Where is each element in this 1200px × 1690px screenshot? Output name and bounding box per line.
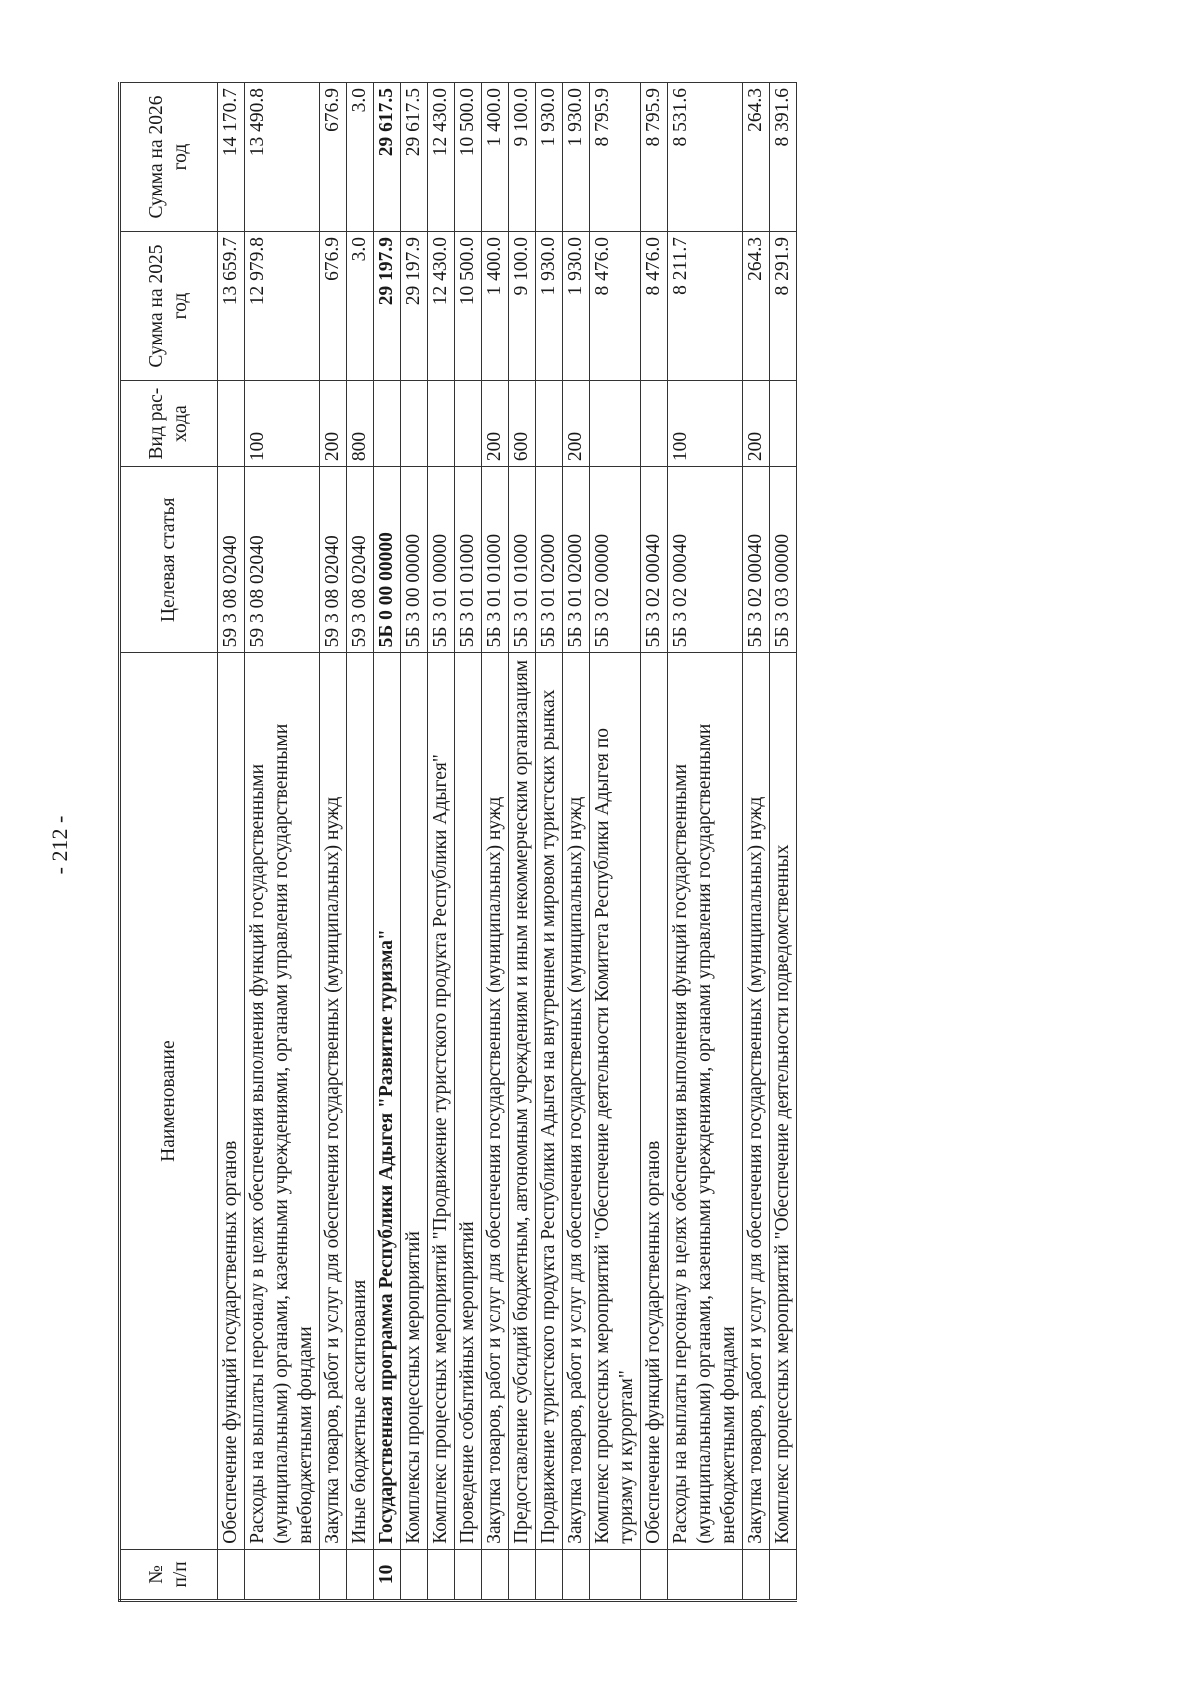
row-name-cell: Государственная программа Республики Адыгея "Развитие туризма" (374, 653, 401, 1549)
row-expense-type-cell (770, 381, 797, 467)
row-sum-2025-cell: 29 197.9 (401, 232, 428, 381)
row-sum-2026-cell: 12 430.0 (428, 83, 455, 232)
row-name-cell: Обеспечение функций государственных органов (641, 653, 668, 1549)
row-sum-2026-cell: 1 930.0 (536, 83, 563, 232)
row-expense-type-cell: 100 (668, 381, 743, 467)
row-code-cell: 59 3 08 02040 (245, 467, 320, 653)
row-number-cell (563, 1549, 590, 1600)
row-sum-2026-cell: 1 400.0 (482, 83, 509, 232)
header-code: Целевая статья (120, 467, 218, 653)
table-row (641, 83, 668, 1601)
row-sum-2025-cell: 10 500.0 (455, 232, 482, 381)
row-number-cell (536, 1549, 563, 1600)
table-row (563, 83, 590, 1601)
row-code-cell: 5Б 3 02 00000 (590, 467, 641, 653)
table-row (428, 83, 455, 1601)
row-sum-2026-cell: 9 100.0 (509, 83, 536, 232)
row-expense-type-cell: 200 (743, 381, 770, 467)
row-name-cell: Расходы на выплаты персоналу в целях обеспечения выполнения функций государственными (муниципальными) органами, казенными учреждениями, органами управления государственными внебюджетными фондами (245, 653, 320, 1549)
row-sum-2026-cell: 14 170.7 (218, 83, 245, 232)
row-sum-2025-cell: 1 400.0 (482, 232, 509, 381)
table-row (401, 83, 428, 1601)
row-expense-type-cell: 200 (563, 381, 590, 467)
row-code-cell: 59 3 08 02040 (218, 467, 245, 653)
row-sum-2025-cell: 8 476.0 (641, 232, 668, 381)
row-name-cell: Комплекс процессных мероприятий "Обеспечение деятельности подведомственных (770, 653, 797, 1549)
table-header-row (120, 83, 218, 1601)
row-name-cell: Проведение событийных мероприятий (455, 653, 482, 1549)
row-expense-type-cell (641, 381, 668, 467)
row-number-cell (770, 1549, 797, 1600)
row-expense-type-cell (401, 381, 428, 467)
row-expense-type-cell (536, 381, 563, 467)
page-number: - 212 - (47, 815, 72, 875)
row-sum-2026-cell: 29 617.5 (401, 83, 428, 232)
row-code-cell: 5Б 3 00 00000 (401, 467, 428, 653)
row-number-cell (641, 1549, 668, 1600)
table-row (374, 83, 401, 1601)
row-sum-2025-cell: 676.9 (320, 232, 347, 381)
row-code-cell: 5Б 3 02 00040 (641, 467, 668, 653)
row-sum-2025-cell: 1 930.0 (536, 232, 563, 381)
table-row (347, 83, 374, 1601)
table-row (320, 83, 347, 1601)
row-sum-2025-cell: 12 979.8 (245, 232, 320, 381)
row-expense-type-cell: 800 (347, 381, 374, 467)
row-sum-2026-cell: 1 930.0 (563, 83, 590, 232)
row-expense-type-cell: 600 (509, 381, 536, 467)
row-code-cell: 5Б 3 01 01000 (482, 467, 509, 653)
table-row (770, 83, 797, 1601)
row-sum-2025-cell: 12 430.0 (428, 232, 455, 381)
table-row (590, 83, 641, 1601)
row-expense-type-cell (455, 381, 482, 467)
row-sum-2025-cell: 264.3 (743, 232, 770, 381)
row-sum-2025-cell: 29 197.9 (374, 232, 401, 381)
row-number-cell (455, 1549, 482, 1600)
row-number-cell (743, 1549, 770, 1600)
row-code-cell: 5Б 3 03 00000 (770, 467, 797, 653)
table-row (455, 83, 482, 1601)
row-number-cell (347, 1549, 374, 1600)
row-sum-2025-cell: 9 100.0 (509, 232, 536, 381)
row-expense-type-cell (374, 381, 401, 467)
header-sum-2025: Сумма на 2025 год (120, 232, 218, 381)
row-number-cell (428, 1549, 455, 1600)
row-name-cell: Расходы на выплаты персоналу в целях обеспечения выполнения функций государственными (муниципальными) органами, казенными учреждениями, органами управления государственными внебюджетными фондами (668, 653, 743, 1549)
row-sum-2026-cell: 8 391.6 (770, 83, 797, 232)
row-code-cell: 5Б 0 00 00000 (374, 467, 401, 653)
row-number-cell (590, 1549, 641, 1600)
row-sum-2026-cell: 13 490.8 (245, 83, 320, 232)
row-number-cell (245, 1549, 320, 1600)
row-sum-2026-cell: 8 795.9 (641, 83, 668, 232)
row-name-cell: Закупка товаров, работ и услуг для обеспечения государственных (муниципальных) нужд (743, 653, 770, 1549)
row-code-cell: 5Б 3 01 01000 (455, 467, 482, 653)
header-no: № п/п (120, 1549, 218, 1600)
row-sum-2026-cell: 676.9 (320, 83, 347, 232)
row-expense-type-cell: 200 (482, 381, 509, 467)
table-row (218, 83, 245, 1601)
budget-table (118, 82, 797, 1602)
header-name: Наименование (120, 653, 218, 1549)
row-number-cell (320, 1549, 347, 1600)
table-row (743, 83, 770, 1601)
row-number-cell (218, 1549, 245, 1600)
row-sum-2025-cell: 1 930.0 (563, 232, 590, 381)
row-name-cell: Комплекс процессных мероприятий "Обеспечение деятельности Комитета Республики Адыгея по туризму и курортам" (590, 653, 641, 1549)
row-sum-2026-cell: 264.3 (743, 83, 770, 232)
row-name-cell: Закупка товаров, работ и услуг для обеспечения государственных (муниципальных) нужд (320, 653, 347, 1549)
row-sum-2026-cell: 29 617.5 (374, 83, 401, 232)
row-code-cell: 59 3 08 02040 (347, 467, 374, 653)
table-row (536, 83, 563, 1601)
row-number-cell (401, 1549, 428, 1600)
table-row (668, 83, 743, 1601)
row-number-cell (668, 1549, 743, 1600)
row-number-cell (509, 1549, 536, 1600)
row-sum-2026-cell: 10 500.0 (455, 83, 482, 232)
row-code-cell: 5Б 3 02 00040 (743, 467, 770, 653)
header-expense-type: Вид рас- хода (120, 381, 218, 467)
table-row (509, 83, 536, 1601)
row-name-cell: Обеспечение функций государственных органов (218, 653, 245, 1549)
row-name-cell: Комплекс процессных мероприятий "Продвижение туристского продукта Республики Адыгея" (428, 653, 455, 1549)
row-sum-2025-cell: 8 211.7 (668, 232, 743, 381)
row-sum-2026-cell: 3.0 (347, 83, 374, 232)
row-name-cell: Комплексы процессных мероприятий (401, 653, 428, 1549)
rotated-page-content (118, 82, 1082, 1602)
row-expense-type-cell (218, 381, 245, 467)
row-name-cell: Закупка товаров, работ и услуг для обеспечения государственных (муниципальных) нужд (563, 653, 590, 1549)
row-sum-2025-cell: 8 476.0 (590, 232, 641, 381)
row-sum-2025-cell: 8 291.9 (770, 232, 797, 381)
row-code-cell: 5Б 3 01 02000 (563, 467, 590, 653)
row-sum-2025-cell: 3.0 (347, 232, 374, 381)
row-name-cell: Предоставление субсидий бюджетным, автономным учреждениям и иным некоммерческим организациям (509, 653, 536, 1549)
table-row (245, 83, 320, 1601)
row-name-cell: Закупка товаров, работ и услуг для обеспечения государственных (муниципальных) нужд (482, 653, 509, 1549)
header-sum-2026: Сумма на 2026 год (120, 83, 218, 232)
row-expense-type-cell (428, 381, 455, 467)
row-sum-2026-cell: 8 795.9 (590, 83, 641, 232)
row-code-cell: 5Б 3 01 00000 (428, 467, 455, 653)
row-code-cell: 5Б 3 02 00040 (668, 467, 743, 653)
table-body (218, 83, 797, 1601)
row-expense-type-cell (590, 381, 641, 467)
row-sum-2025-cell: 13 659.7 (218, 232, 245, 381)
row-name-cell: Продвижение туристского продукта Республики Адыгея на внутреннем и мировом туристских рынках (536, 653, 563, 1549)
row-name-cell: Иные бюджетные ассигнования (347, 653, 374, 1549)
row-expense-type-cell: 100 (245, 381, 320, 467)
row-expense-type-cell: 200 (320, 381, 347, 467)
row-code-cell: 5Б 3 01 02000 (536, 467, 563, 653)
row-number-cell: 10 (374, 1549, 401, 1600)
row-code-cell: 59 3 08 02040 (320, 467, 347, 653)
row-number-cell (482, 1549, 509, 1600)
table-row (482, 83, 509, 1601)
row-sum-2026-cell: 8 531.6 (668, 83, 743, 232)
row-code-cell: 5Б 3 01 01000 (509, 467, 536, 653)
